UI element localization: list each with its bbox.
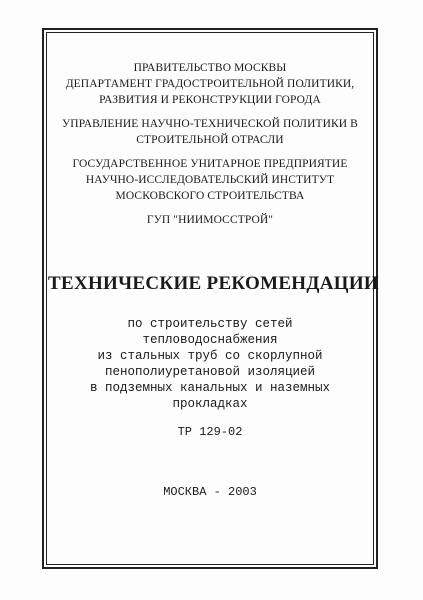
department-line: ДЕПАРТАМЕНТ ГРАДОСТРОИТЕЛЬНОЙ ПОЛИТИКИ, bbox=[65, 78, 355, 90]
subject-line: из стальных труб со скорлупной bbox=[97, 349, 323, 363]
organization-line: ГОСУДАРСТВЕННОЕ УНИТАРНОЕ ПРЕДПРИЯТИЕ bbox=[72, 158, 348, 170]
subject-line: прокладках bbox=[172, 397, 248, 411]
government-name: ПРАВИТЕЛЬСТВО МОСКВЫ bbox=[133, 62, 287, 74]
management-block bbox=[48, 116, 372, 148]
subject-line: в подземных канальных и наземных bbox=[89, 381, 331, 395]
organization-short-name: ГУП "НИИМОССТРОЙ" bbox=[146, 214, 274, 226]
government-block bbox=[48, 60, 372, 76]
department-block bbox=[48, 76, 372, 108]
subject-line: тепловодоснабжения bbox=[142, 333, 278, 347]
organization-line: НАУЧНО-ИССЛЕДОВАТЕЛЬСКИЙ ИНСТИТУТ bbox=[85, 174, 335, 186]
organization-line: МОСКОВСКОГО СТРОИТЕЛЬСТВА bbox=[115, 190, 305, 202]
organization-block bbox=[48, 156, 372, 204]
department-line: РАЗВИТИЯ И РЕКОНСТРУКЦИИ ГОРОДА bbox=[99, 94, 321, 106]
document-title: ТЕХНИЧЕСКИЕ РЕКОМЕНДАЦИИ bbox=[48, 273, 380, 294]
management-line: СТРОИТЕЛЬНОЙ ОТРАСЛИ bbox=[136, 134, 284, 146]
management-line: УПРАВЛЕНИЕ НАУЧНО-ТЕХНИЧЕСКОЙ ПОЛИТИКИ В bbox=[62, 118, 358, 130]
organization-short-name-block bbox=[48, 212, 372, 228]
subject-line: по строительству сетей bbox=[127, 317, 293, 331]
city-and-year: МОСКВА - 2003 bbox=[163, 485, 257, 499]
document-code: ТР 129-02 bbox=[177, 425, 243, 439]
document-subject bbox=[48, 316, 372, 412]
title-page-content bbox=[48, 38, 380, 440]
subject-line: пенополиуретановой изоляцией bbox=[104, 365, 316, 379]
